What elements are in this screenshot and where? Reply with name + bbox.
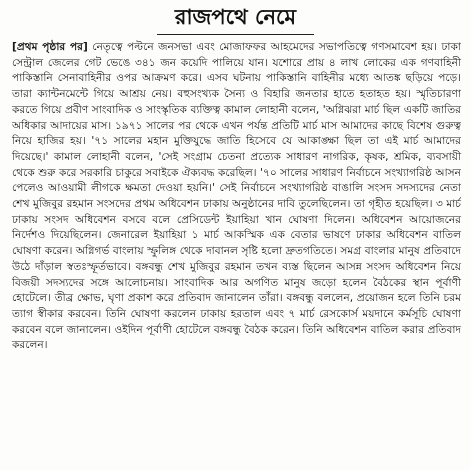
- headline-container: [0, 2, 471, 36]
- article-body-text: নেতৃত্বে পল্টনে জনসভা এবং মোজাফফর আহমেদের সভাপতিত্বে গণসমাবেশ হয়। ঢাকা সেন্ট্রাল জেলের গেট ভেঙে ৩৪১ জন কয়েদি পালিয়ে যান। যশোরে প্রায় ৪ লাখ লোকের এক গণবাহিনী পাকিস্তানি সেনাবাহিনীর ওপর আক্রমণ করে। এসব ঘটনায় পাকিস্তানি বাহিনীর মধ্যে আতঙ্ক ছড়িয়ে পড়ে। তারা ক্যান্টনমেন্টে গিয়ে আশ্রয় নেয়। বহুসংখ্যক সৈন্য ও বিহারি জনতার হাতে হতাহত হয়। স্মৃতিচারণা করতে গিয়ে প্রবীণ সাংবাদিক ও সাংস্কৃতিক ব্যক্তিত্ব কামাল লোহানী বলেন, 'অগ্নিঝরা মার্চ ছিল একটি জাতির অধিকার আদায়ের মাস। ১৯৭১ সালের পর থেকে এখন পর্যন্ত প্রতিটি মার্চ মাস আমাদের কাছে বিশেষ গুরুত্ব নিয়ে হাজির হয়। '৭১ সালের মহান মুক্তিযুদ্ধে জাতি হিসেবে যে আকাঙ্ক্ষা ছিল তা এই মার্চ আমাদের দিয়েছে।' কামাল লোহানী বলেন, 'সেই সংগ্রাম চেতনা প্রত্যেক সাধারণ নাগরিক, কৃষক, শ্রমিক, ব্যবসায়ী থেকে শুরু করে সরকারি চাকুরে সবাইকে ঐক্যবদ্ধ করেছিল। '৭০ সালের সাধারণ নির্বাচনে সংখ্যাগরিষ্ঠ আসন পেলেও আওয়ামী লীগকে ক্ষমতা দেওয়া হয়নি।' সেই নির্বাচনে সংখ্যাগরিষ্ঠ বাঙালি সংসদ সদস্যদের নেতা শেখ মুজিবুর রহমান সংসদের প্রথম অধিবেশন ঢাকায় অনুষ্ঠানের দাবি তুলেছিলেন। তা গৃহীত হয়েছিল। ৩ মার্চ ঢাকায় সংসদ অধিবেশন বসবে বলে প্রেসিডেন্ট ইয়াহিয়া খান ঘোষণা দিলেন। অধিবেশন আয়োজনের নির্দেশও দিয়েছিলেন। জেনারেল ইয়াহিয়া ১ মার্চ আকস্মিক এক বেতার ভাষণে ঢাকার অধিবেশন বাতিল ঘোষণা করেন। অগ্নিগর্ভ বাংলায় স্ফুলিঙ্গ থেকে দাবানল সৃষ্টি হলো দ্রুতগতিতে। সমগ্র বাংলার মানুষ প্রতিবাদে উঠে দাঁড়াল স্বতঃস্ফূর্তভাবে। বঙ্গবন্ধু শেখ মুজিবুর রহমান তখন ব্যস্ত ছিলেন আসন্ন সংসদ অধিবেশন নিয়ে বিজয়ী সদস্যদের সঙ্গে আলোচনায়। সাংবাদিক আর অগণিত মানুষ জড়ো হলেন বৈঠকের স্থান পূর্বাণী হোটেলে। তীব্র ক্ষোভ, ঘৃণা প্রকাশ করে প্রতিবাদ জানালেন তাঁরা। বঙ্গবন্ধু বললেন, প্রয়োজন হলে তিনি চরম ত্যাগ স্বীকার করবেন। তিনি ঘোষণা করলেন ঢাকায় হরতাল এবং ৭ মার্চ রেসকোর্স ময়দানে কর্মসূচি ঘোষণা করবেন বলে জানালেন। ওইদিন পূর্বাণী হোটেলে বঙ্গবন্ধু বৈঠক করেন। তিনি অধিবেশন বাতিল করার প্রতিবাদ করলেন।: [12, 41, 461, 352]
- article-headline: রাজপথে নেমে: [157, 2, 314, 35]
- article-body: [12, 40, 461, 354]
- continuation-tag: [প্রথম পৃষ্ঠার পর]: [12, 41, 88, 53]
- article-paragraph: [12, 40, 461, 354]
